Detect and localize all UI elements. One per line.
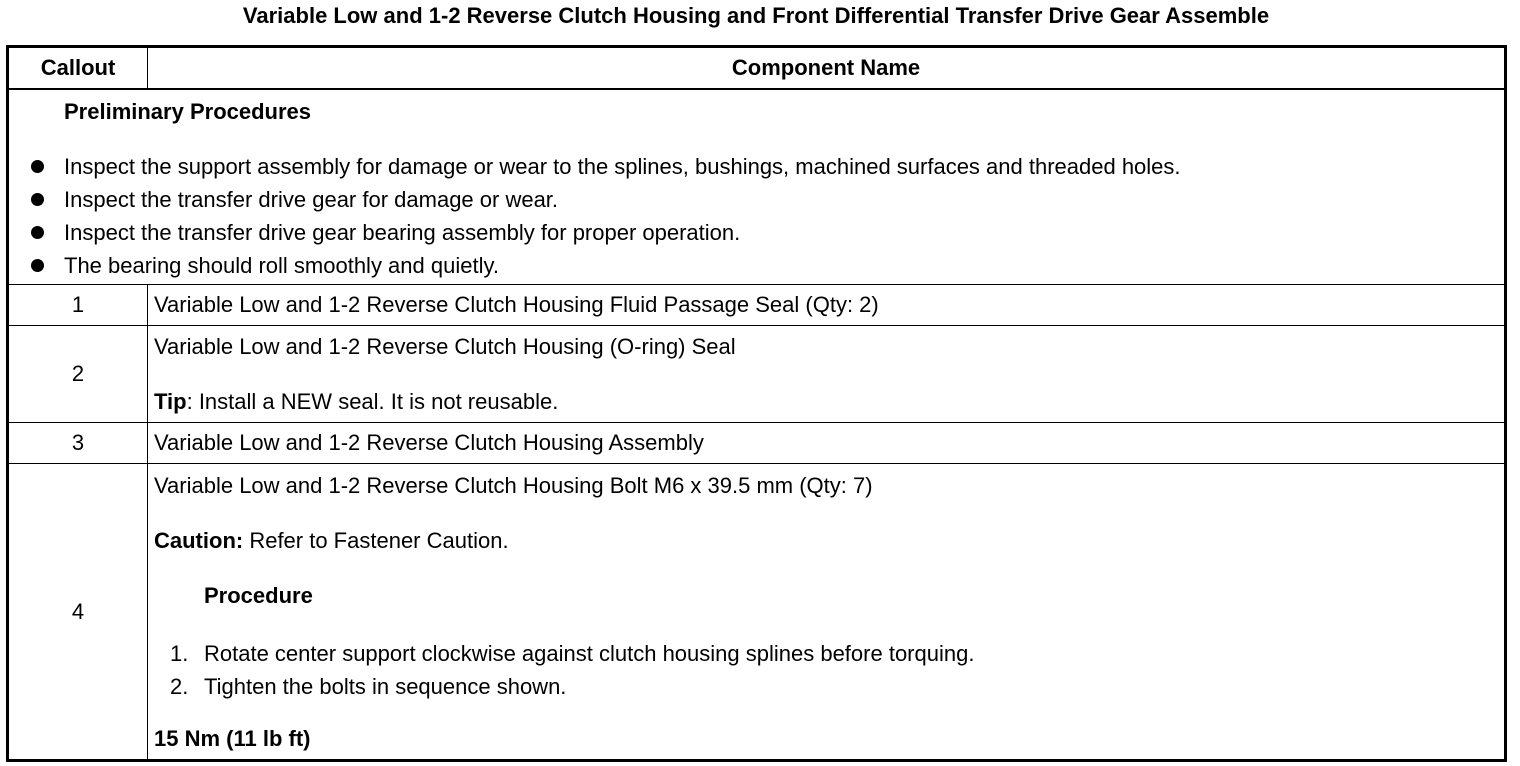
step-text: Rotate center support clockwise against clutch housing splines before torquing. — [204, 641, 975, 666]
procedure-step — [154, 670, 1504, 703]
callout-cell: 4 — [8, 464, 148, 761]
bullet-dot-icon — [31, 193, 44, 206]
callout-cell: 2 — [8, 326, 148, 423]
bullet-dot-icon — [31, 226, 44, 239]
torque-spec: 15 Nm (11 lb ft) — [154, 726, 311, 751]
component-name: Variable Low and 1-2 Reverse Clutch Housing (O-ring) Seal — [154, 333, 736, 359]
bullet-text: Inspect the support assembly for damage or wear to the splines, bushings, machined surfaces and threaded holes. — [64, 154, 1181, 179]
preliminary-row — [8, 89, 1506, 285]
component-name-cell — [148, 423, 1506, 464]
table-row — [8, 423, 1506, 464]
component-name: Variable Low and 1-2 Reverse Clutch Housing Fluid Passage Seal (Qty: 2) — [154, 292, 879, 317]
procedure-steps — [154, 637, 1504, 703]
bullet-text: Inspect the transfer drive gear bearing assembly for proper operation. — [64, 220, 741, 245]
document-title: Variable Low and 1-2 Reverse Clutch Housing and Front Differential Transfer Drive Gear Assemble — [242, 3, 1270, 28]
bullet-dot-icon — [31, 160, 44, 173]
bullet-dot-icon — [31, 259, 44, 272]
procedure-step — [154, 637, 1504, 670]
table-row — [8, 285, 1506, 326]
preliminary-bullet-list — [9, 150, 1504, 282]
component-table — [6, 45, 1507, 762]
caution-note — [154, 527, 1504, 555]
table-row — [8, 464, 1506, 761]
preliminary-procedures — [8, 89, 1506, 285]
component-name: Variable Low and 1-2 Reverse Clutch Housing Bolt M6 x 39.5 mm (Qty: 7) — [154, 473, 873, 498]
table-row — [8, 326, 1506, 423]
step-number: 2. — [170, 674, 189, 699]
bullet-item — [9, 183, 1504, 216]
callout-cell: 3 — [8, 423, 148, 464]
procedure-heading: Procedure — [204, 583, 313, 608]
tip-label: Tip — [154, 388, 187, 414]
table-header-row — [8, 47, 1506, 90]
callout-cell: 1 — [8, 285, 148, 326]
preliminary-heading: Preliminary Procedures — [64, 99, 312, 124]
header-component-name: Component Name — [148, 47, 1506, 90]
bullet-item — [9, 249, 1504, 282]
tip-text: : Install a NEW seal. It is not reusable. — [186, 388, 559, 414]
tip-note — [154, 388, 1504, 416]
bullet-item — [9, 216, 1504, 249]
caution-text: Refer to Fastener Caution. — [243, 528, 509, 553]
component-name-cell — [148, 285, 1506, 326]
component-name-cell — [148, 464, 1506, 761]
caution-label: Caution: — [154, 528, 244, 553]
step-number: 1. — [170, 641, 189, 666]
bullet-text: Inspect the transfer drive gear for damage or wear. — [64, 187, 559, 212]
bullet-text: The bearing should roll smoothly and quietly. — [64, 253, 499, 278]
component-name-cell — [148, 326, 1506, 423]
step-text: Tighten the bolts in sequence shown. — [204, 674, 567, 699]
header-callout: Callout — [8, 47, 148, 90]
component-name: Variable Low and 1-2 Reverse Clutch Housing Assembly — [154, 430, 704, 455]
bullet-item — [9, 150, 1504, 183]
